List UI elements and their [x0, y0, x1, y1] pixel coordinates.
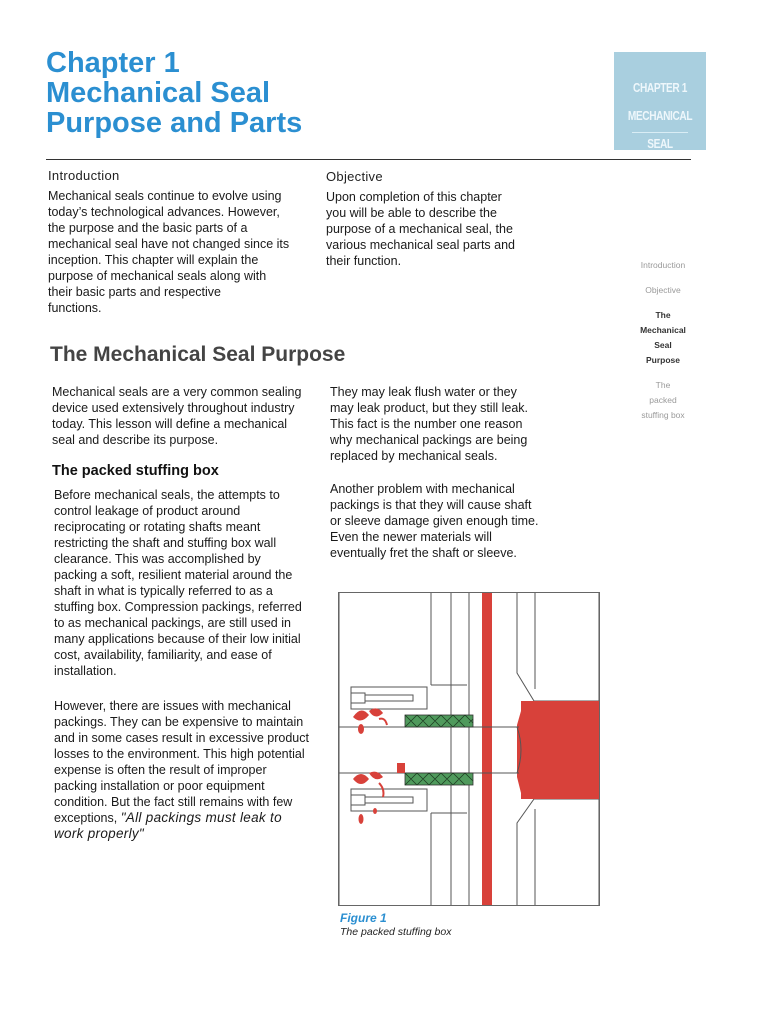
text-line: to as mechanical packings, are still used in	[54, 616, 291, 630]
leak-drop	[379, 783, 384, 797]
nav-item-active-line[interactable]: Mechanical	[640, 325, 686, 335]
quote-text-continued: work properly"	[54, 826, 145, 841]
text-line: purpose of mechanical seals along with	[48, 269, 267, 283]
stuffing-box-paragraph-1	[54, 487, 334, 679]
text-line: shaft in what is typically referred to as a	[54, 584, 273, 598]
text-line: control leakage of product around	[54, 504, 241, 518]
text-line: packings is that they will cause shaft	[330, 498, 532, 512]
leak-drop	[373, 808, 377, 814]
seal-bar	[482, 593, 492, 905]
text-line: However, there are issues with mechanical	[54, 699, 291, 713]
text-line: condition. But the fact still remains with few	[54, 795, 293, 809]
introduction-text	[48, 188, 323, 316]
gland-bolt	[365, 695, 413, 701]
chapter-number: Chapter 1	[46, 47, 180, 79]
housing-upper	[517, 593, 599, 701]
leak-drop	[353, 710, 369, 720]
text-span: exceptions,	[54, 811, 121, 825]
purpose-leak-text	[330, 384, 600, 464]
objective-text	[326, 189, 576, 269]
introduction-heading: Introduction	[48, 168, 120, 183]
subsection-title: The packed stuffing box	[52, 463, 219, 479]
leak-drop	[359, 814, 364, 824]
thumbnail-rule	[632, 132, 688, 133]
text-line: Even the newer materials will	[330, 530, 492, 544]
figure-packed-stuffing-box	[338, 592, 600, 906]
leak-drop	[369, 708, 383, 716]
nav-item-packed-line[interactable]: stuffing box	[641, 410, 685, 420]
side-navigation	[622, 258, 704, 423]
purpose-intro-text	[52, 384, 327, 448]
text-line: inception. This chapter will explain the	[48, 253, 259, 267]
thumbnail-line-3: SEAL	[647, 136, 673, 150]
section-title: The Mechanical Seal Purpose	[50, 343, 346, 366]
nav-item-active-line[interactable]: Purpose	[645, 355, 680, 365]
text-line: or sleeve damage given enough time.	[330, 514, 539, 528]
text-line: why mechanical packings are being	[330, 433, 528, 447]
text-line: purpose of a mechanical seal, the	[326, 222, 513, 236]
text-line: losses to the environment. This high potential	[54, 747, 305, 761]
text-line: today. This lesson will define a mechanical	[52, 417, 288, 431]
text-line: eventually fret the shaft or sleeve.	[330, 546, 517, 560]
text-line: functions.	[48, 301, 102, 315]
text-line: replaced by mechanical seals.	[330, 449, 498, 463]
leak-drop	[379, 719, 387, 725]
chapter-title	[46, 48, 566, 138]
gland-bolt	[365, 797, 413, 803]
text-line: mechanical seal have not changed since its	[48, 237, 290, 251]
text-line: the purpose and the basic parts of a	[48, 221, 248, 235]
chapter-title-line-3: Purpose and Parts	[46, 107, 303, 139]
nav-item-objective[interactable]: Objective	[645, 285, 681, 295]
text-line: device used extensively throughout industry	[52, 401, 295, 415]
nav-item-packed-line[interactable]: The	[655, 380, 671, 390]
header-divider	[46, 159, 691, 160]
text-line: stuffing box. Compression packings, referred	[54, 600, 302, 614]
thumbnail-line-1: CHAPTER 1	[633, 80, 687, 95]
text-line: reciprocating or rotating shafts meant	[54, 520, 261, 534]
impeller-hub	[517, 701, 599, 799]
text-line: may leak product, but they still leak.	[330, 401, 529, 415]
text-line: you will be able to describe the	[326, 206, 497, 220]
text-line: clearance. This was accomplished by	[54, 552, 261, 566]
purpose-damage-text	[330, 481, 600, 561]
text-line: packing installation or poor equipment	[54, 779, 265, 793]
figure-caption: Figure 1	[340, 911, 387, 925]
figure-subcaption: The packed stuffing box	[340, 926, 452, 938]
text-line: installation.	[54, 664, 117, 678]
stuffing-box-paragraph-2	[54, 698, 339, 842]
text-line: Upon completion of this chapter	[326, 190, 502, 204]
thumbnail-line-2: MECHANICAL	[627, 108, 693, 123]
text-line: This fact is the number one reason	[330, 417, 523, 431]
text-line: Mechanical seals are a very common sealing	[52, 385, 302, 399]
chapter-thumbnail	[614, 52, 706, 150]
text-line: today’s technological advances. However,	[48, 205, 280, 219]
text-line: Mechanical seals continue to evolve using	[48, 189, 282, 203]
text-line: their function.	[326, 254, 402, 268]
housing-lower	[517, 799, 599, 905]
text-line: packing a soft, resilient material around the	[54, 568, 293, 582]
nav-item-packed-line[interactable]: packed	[649, 395, 677, 405]
gland-bolt-head	[351, 795, 365, 805]
text-line: cost, availability, familiarity, and ease of	[54, 648, 272, 662]
text-line: packings. They can be expensive to maintain	[54, 715, 304, 729]
text-line: restricting the shaft and stuffing box wall	[54, 536, 277, 550]
text-line: many applications because of their low initial	[54, 632, 301, 646]
leak-drop	[358, 724, 364, 734]
text-line: expense is often the result of improper	[54, 763, 267, 777]
objective-heading: Objective	[326, 169, 383, 184]
text-line: various mechanical seal parts and	[326, 238, 515, 252]
gland-bolt-head	[351, 693, 365, 703]
impeller-hub-neck	[517, 711, 521, 793]
text-line: and in some cases result in excessive product	[54, 731, 309, 745]
quote-text: "All packings must leak to	[120, 810, 282, 825]
nav-item-active-line[interactable]: The	[655, 310, 671, 320]
text-line: seal and describe its purpose.	[52, 433, 219, 447]
leak-drop	[353, 774, 369, 784]
text-line: Another problem with mechanical	[330, 482, 515, 496]
nav-item-active-line[interactable]: Seal	[654, 340, 672, 350]
text-line: They may leak flush water or they	[330, 385, 517, 399]
text-line: Before mechanical seals, the attempts to	[54, 488, 280, 502]
text-line: their basic parts and respective	[48, 285, 222, 299]
chapter-title-line-2: Mechanical Seal	[46, 77, 271, 109]
leak-residue	[397, 763, 405, 773]
nav-item-introduction[interactable]: Introduction	[640, 260, 686, 270]
text-line	[54, 810, 339, 826]
stuffing-box-illustration	[339, 593, 599, 905]
